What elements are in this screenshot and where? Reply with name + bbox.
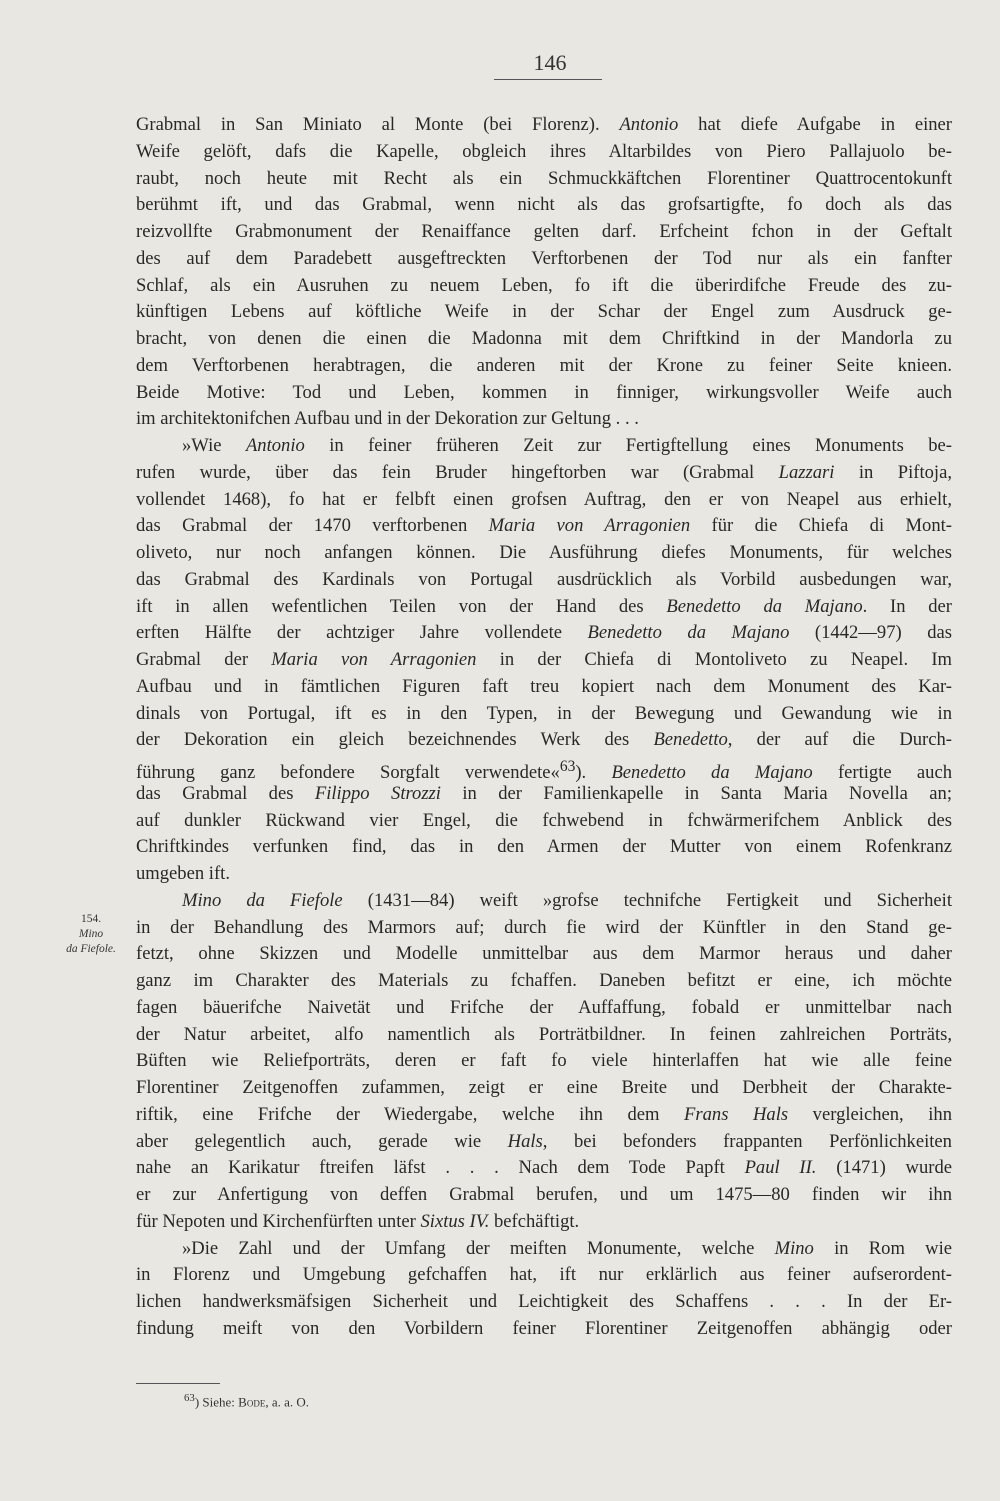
page-number: 146 <box>533 50 567 75</box>
text-line: lichen handwerksmäfsigen Sicherheit und Leichtigkeit des Schaffens . . . In der Er- <box>136 1291 952 1312</box>
text-line: findung meift von den Vorbildern feiner Florentiner Zeitgenoffen abhängig oder <box>136 1317 952 1339</box>
header-rule <box>494 79 602 80</box>
text-line: erften Hälfte der achtziger Jahre vollendete Benedetto da Majano (1442—97) das <box>136 622 952 644</box>
text-line: Chriftkindes verfunken find, das in den Armen der Mutter von einem Rofenkranz <box>136 836 952 858</box>
text-line: künftigen Lebens auf köftliche Weife in der Schar der Engel zum Ausdruck ge- <box>136 301 952 323</box>
text-line: das Grabmal des Filippo Strozzi in der Familienkapelle in Santa Maria Novella an; <box>136 782 952 804</box>
text-line: nahe an Karikatur ftreifen läfst . . . Nach dem Tode Papft Paul II. (1471) wurde <box>136 1157 952 1179</box>
text-line: ift in allen wefentlichen Teilen von der Hand des Benedetto da Majano. In der <box>136 595 952 617</box>
text-line: Florentiner Zeitgenoffen zufammen, zeigt er eine Breite und Derbheit der Charakte- <box>136 1077 952 1098</box>
text-line: der Dekoration ein gleich bezeichnendes Werk des Benedetto, der auf die Durch- <box>136 729 952 751</box>
footnote-marker: 63 <box>184 1392 195 1404</box>
text-line: für Nepoten und Kirchenfürften unter Sixtus IV. befchäftigt. <box>136 1210 580 1232</box>
text-line: führung ganz befondere Sorgfalt verwendete«$^{63}$). Benedetto da Majano fertigte auch <box>136 758 952 784</box>
text-line: fetzt, ohne Skizzen und Modelle unmittelbar aus dem Marmor heraus und daher <box>136 943 952 965</box>
text-line: der Natur arbeitet, alfo namentlich als Porträtbildner. In feinen zahlreichen Porträts, <box>136 1023 952 1045</box>
text-line: des auf dem Paradebett ausgeftreckten Verftorbenen der Tod nur als ein fanfter <box>136 247 952 269</box>
margin-note <box>56 912 126 957</box>
text-line: das Grabmal des Kardinals von Portugal ausdrücklich als Vorbild ausbedungen war, <box>136 568 952 590</box>
text-line: Grabmal der Maria von Arragonien in der Chiefa di Montoliveto zu Neapel. Im <box>136 649 952 670</box>
text-line: Büften wie Reliefporträts, deren er faft fo viele hinterlaffen hat wie alle feine <box>136 1050 952 1072</box>
text-line: das Grabmal der 1470 verftorbenen Maria von Arragonien für die Chiefa di Mont- <box>136 515 952 537</box>
footnote-text-pre: ) Siehe: <box>194 1394 239 1410</box>
text-line: Aufbau und in fämtlichen Figuren faft treu kopiert nach dem Monument des Kar- <box>136 675 952 697</box>
text-line: Weife gelöft, dafs die Kapelle, obgleich ihres Altarbildes von Piero Pallajuolo be- <box>136 140 952 162</box>
margin-note-line2: da Fiefole. <box>66 943 116 955</box>
text-line: vollendet 1468), fo hat er felbft einen grofsen Auftrag, den er von Neapel aus erhielt, <box>136 488 952 510</box>
text-line: in der Behandlung des Marmors auf; durch fie wird der Künftler in den Stand ge- <box>136 916 952 938</box>
margin-note-line1: Mino <box>78 928 104 940</box>
margin-note-number: 154. <box>80 913 102 925</box>
text-line: bracht, von denen die einen die Madonna mit dem Chriftkind in der Mandorla zu <box>136 328 952 349</box>
text-line: Mino da Fiefole (1431—84) weift »grofse technifche Fertigkeit und Sicherheit <box>182 889 952 911</box>
text-line: er zur Anfertigung von deffen Grabmal berufen, und um 1475—80 finden wir ihn <box>136 1184 952 1205</box>
text-line: Beide Motive: Tod und Leben, kommen in finniger, wirkungsvoller Weife auch <box>136 381 952 403</box>
text-line: aber gelegentlich auch, gerade wie Hals, bei befonders frappanten Perfönlichkeiten <box>136 1130 952 1152</box>
text-line: auf dunkler Rückwand vier Engel, die fchwebend in fchwärmerifchem Anblick des <box>136 809 952 831</box>
text-line: umgeben ift. <box>136 863 230 884</box>
text-line: ganz im Charakter des Materials zu fchaffen. Daneben befitzt er eine, ich möchte <box>136 970 952 991</box>
text-line: oliveto, nur noch anfangen können. Die Ausführung diefes Monuments, für welches <box>136 542 952 563</box>
text-line: rufen wurde, über das fein Bruder hingeftorben war (Grabmal Lazzari in Piftoja, <box>136 461 952 483</box>
text-line: raubt, noch heute mit Recht als ein Schmuckkäftchen Florentiner Quattrocentokunft <box>136 167 952 189</box>
text-line: dem Verftorbenen herabtragen, die anderen mit der Krone zu feiner Seite knieen. <box>136 354 952 376</box>
text-line: riftik, eine Frifche der Wiedergabe, welche ihn dem Frans Hals vergleichen, ihn <box>136 1103 953 1125</box>
footnote-rule <box>136 1383 220 1384</box>
text-line: reizvollfte Grabmonument der Renaiffance gelten darf. Erfcheint fchon in der Geftalt <box>136 221 952 242</box>
footnote-text-post: , a. a. O. <box>265 1394 310 1410</box>
text-line: »Wie Antonio in feiner früheren Zeit zur Fertigftellung eines Monuments be- <box>182 435 953 456</box>
body-text <box>136 112 952 1343</box>
text-line: in Florenz und Umgebung gefchaffen hat, ift nur erklärlich aus feiner aufserordent- <box>136 1264 952 1286</box>
text-line: im architektonifchen Aufbau und in der Dekoration zur Geltung . . . <box>136 408 639 430</box>
text-line: Grabmal in San Miniato al Monte (bei Florenz). Antonio hat diefe Aufgabe in einer <box>136 114 952 135</box>
text-line: dinals von Portugal, ift es in den Typen, in der Bewegung und Gewandung wie in <box>136 702 952 724</box>
text-line: fagen bäuerifche Naivetät und Frifche der Auffaffung, fobald er unmittelbar nach <box>136 996 952 1018</box>
text-line: berühmt ift, und das Grabmal, wenn nicht als das grofsartigfte, fo doch als das <box>136 194 952 216</box>
footnote <box>184 1392 309 1410</box>
footnote-author: Bode <box>238 1394 266 1410</box>
text-line: Schlaf, als ein Ausruhen zu neuem Leben, fo ift die überirdifche Freude des zu- <box>136 274 952 296</box>
text-line: »Die Zahl und der Umfang der meiften Monumente, welche Mino in Rom wie <box>182 1237 953 1259</box>
